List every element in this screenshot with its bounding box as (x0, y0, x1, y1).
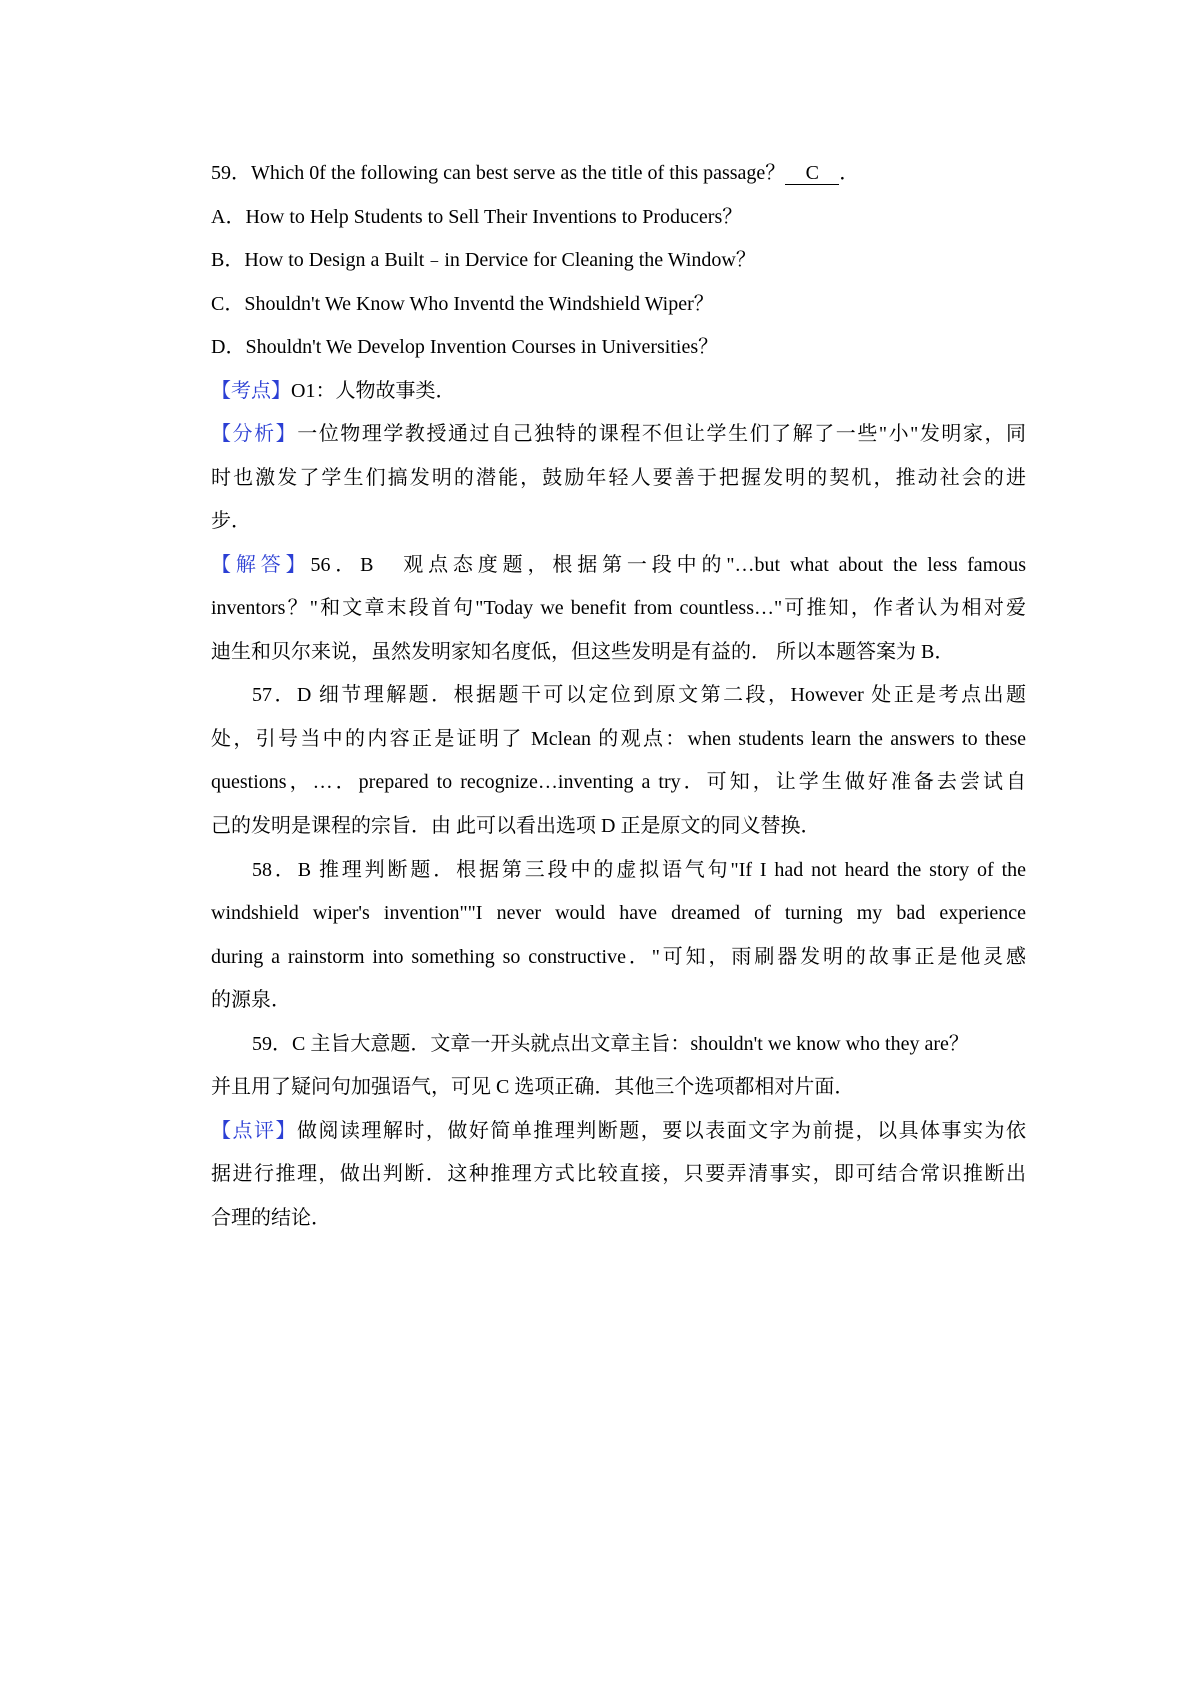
fenxi-line-1 (211, 420, 1026, 448)
option-c: C．Shouldn't We Know Who Inventd the Windshield Wiper？ (211, 293, 714, 315)
q59-line-2: 并且用了疑问句加强语气，可见 C 选项正确．其他三个选项都相对片面． (211, 1076, 855, 1098)
fenxi-text-1: 一位物理学教授通过自己独特的课程不但让学生们了解了一些"小"发明家，同 (297, 423, 1027, 445)
q57-line-4: 己的发明是课程的宗旨．由 此可以看出选项 D 正是原文的同义替换． (211, 815, 821, 837)
jieda-line-1 (211, 551, 1026, 579)
fenxi-line-3: 步． (211, 510, 251, 532)
q58-line-3: during a rainstorm into something so constructive．"可知，雨刷器发明的故事正是他灵感 (211, 946, 1026, 968)
option-b: B．How to Design a Built﹣in Dervice for Cleaning the Window？ (211, 249, 756, 271)
q59-line-1: 59．C 主旨大意题．文章一开头就点出文章主旨：shouldn't we know who they are？ (252, 1033, 969, 1055)
q58-line-2: windshield wiper's invention""I never would have dreamed of turning my bad experience (211, 902, 1026, 924)
question-stem (211, 159, 1026, 187)
dianping-line-1 (211, 1117, 1026, 1145)
question-stem-end: ． (839, 162, 860, 184)
jieda-text-1: 56．B 观点态度题，根据第一段中的"…but what about the less famous (310, 554, 1026, 576)
question-stem-text: 59．Which 0f the following can best serve as the title of this passage？ (211, 162, 786, 184)
q58-line-1: 58．B 推理判断题．根据第三段中的虚拟语气句"If I had not heard the story of the (252, 859, 1026, 881)
kaodian-tag: 【考点】 (211, 380, 291, 402)
jieda-line-2: inventors？"和文章末段首句"Today we benefit from countless…"可推知，作者认为相对爱 (211, 597, 1026, 619)
dianping-tag: 【点评】 (211, 1120, 297, 1142)
jieda-line-3: 迪生和贝尔来说，虽然发明家知名度低，但这些发明是有益的． 所以本题答案为 B． (211, 641, 955, 663)
option-a: A．How to Help Students to Sell Their Inventions to Producers？ (211, 206, 743, 228)
kaodian-text: O1：人物故事类． (291, 380, 456, 402)
dianping-line-2: 据进行推理，做出判断．这种推理方式比较直接，只要弄清事实，即可结合常识推断出 (211, 1163, 1026, 1185)
kaodian-section (211, 377, 1026, 405)
fenxi-tag: 【分析】 (211, 423, 298, 445)
jieda-tag: 【解答】 (211, 554, 311, 576)
dianping-text-1: 做阅读理解时，做好简单推理判断题，要以表面文字为前提，以具体事实为依 (296, 1120, 1027, 1142)
dianping-line-3: 合理的结论． (211, 1207, 331, 1229)
fenxi-line-2: 时也激发了学生们搞发明的潜能，鼓励年轻人要善于把握发明的契机，推动社会的进 (211, 467, 1026, 489)
q57-line-3: questions，…．prepared to recognize…inventing a try．可知，让学生做好准备去尝试自 (211, 771, 1026, 793)
q58-line-4: 的源泉． (211, 989, 291, 1011)
answer-blank: C (785, 162, 839, 185)
q57-line-1: 57．D 细节理解题．根据题干可以定位到原文第二段，However 处正是考点出题 (252, 684, 1026, 706)
option-d: D．Shouldn't We Develop Invention Courses in Universities？ (211, 336, 719, 358)
q57-line-2: 处，引号当中的内容正是证明了 Mclean 的观点：when students learn the answers to these (211, 728, 1026, 750)
